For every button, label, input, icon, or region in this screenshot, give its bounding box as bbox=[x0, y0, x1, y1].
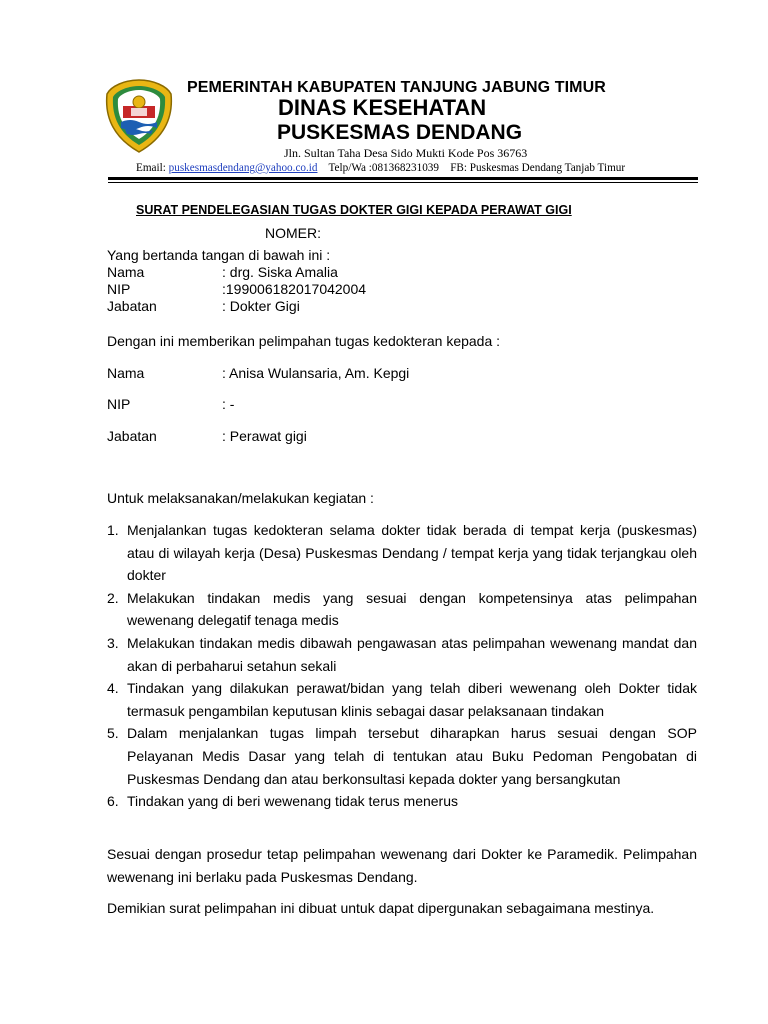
signer-nip-label: NIP bbox=[107, 281, 131, 297]
list-item-number: 3. bbox=[107, 634, 119, 651]
list-item bbox=[107, 677, 697, 722]
list-item-text: Melakukan tindakan medis dibawah pengawasan atas pelimpahan wewenang mandat dan akan di perbaharui setahun sekali bbox=[127, 634, 697, 674]
list-item-number: 2. bbox=[107, 589, 119, 606]
email-label: Email: bbox=[136, 162, 166, 174]
delegation-intro: Dengan ini memberikan pelimpahan tugas kedokteran kepada : bbox=[107, 333, 501, 349]
list-item bbox=[107, 722, 697, 790]
delegate-name-value: : Anisa Wulansaria, Am. Kepgi bbox=[222, 365, 410, 381]
signer-nip-value: :199006182017042004 bbox=[222, 281, 367, 297]
letterhead-rule-thin bbox=[108, 182, 698, 183]
delegate-nip-label: NIP bbox=[107, 396, 131, 412]
list-item-number: 5. bbox=[107, 725, 119, 742]
letter-number-label: NOMER: bbox=[265, 225, 321, 241]
tasks-list bbox=[107, 519, 697, 813]
signer-position-label: Jabatan bbox=[107, 298, 157, 314]
signer-name-label: Nama bbox=[107, 264, 145, 280]
list-item-text: Tindakan yang dilakukan perawat/bidan yang telah diberi wewenang oleh Dokter tidak termasuk pengambilan keputusan klinis sebagai dasar pelaksanaan tindakan bbox=[127, 680, 697, 719]
list-item bbox=[107, 587, 697, 632]
list-item bbox=[107, 790, 697, 813]
delegate-name-label: Nama bbox=[107, 365, 145, 381]
letterhead-address: Jln. Sultan Taha Desa Sido Mukti Kode Pos 36763 bbox=[284, 146, 528, 160]
signer-name-value: : drg. Siska Amalia bbox=[222, 264, 338, 280]
letterhead-puskesmas: PUSKESMAS DENDANG bbox=[277, 121, 523, 144]
letter-title: SURAT PENDELEGASIAN TUGAS DOKTER GIGI KEPADA PERAWAT GIGI bbox=[136, 203, 572, 217]
list-item-number: 1. bbox=[107, 522, 119, 538]
letterhead-contact bbox=[136, 162, 625, 174]
delegate-position-label: Jabatan bbox=[107, 428, 157, 444]
email-link[interactable]: puskesmasdendang@yahoo.co.id bbox=[168, 162, 318, 174]
letterhead-rule-thick bbox=[108, 177, 698, 180]
delegate-nip-value: : - bbox=[222, 396, 235, 412]
signer-position-value: : Dokter Gigi bbox=[222, 298, 300, 314]
letterhead-office: DINAS KESEHATAN bbox=[278, 95, 487, 120]
letterhead-government: PEMERINTAH KABUPATEN TANJUNG JABUNG TIMUR bbox=[187, 79, 606, 96]
intro-text: Yang bertanda tangan di bawah ini : bbox=[107, 247, 331, 263]
closing-paragraph-2: Demikian surat pelimpahan ini dibuat untuk dapat dipergunakan sebagaimana mestinya. bbox=[107, 900, 655, 916]
regency-emblem-logo bbox=[103, 78, 175, 154]
facebook-text: FB: Puskesmas Dendang Tanjab Timur bbox=[450, 162, 626, 174]
list-item-text: Dalam menjalankan tugas limpah tersebut diharapkan harus sesuai dengan SOP Pelayanan Medis Dasar yang telah di tentukan atau Buku Pedoman Pengobatan di Puskesmas Dendang dan atau berkonsultasi kepada dokter yang bersangkutan bbox=[127, 725, 697, 787]
list-item-text: Menjalankan tugas kedokteran selama dokter tidak berada di tempat kerja (puskesmas) atau di wilayah kerja (Desa) Puskesmas Dendang / tempat kerja yang tidak terjangkau oleh dokter bbox=[127, 522, 697, 584]
list-item bbox=[107, 632, 697, 677]
list-item-text: Melakukan tindakan medis yang sesuai dengan kompetensinya atas pelimpahan wewenang delegatif tenaga medis bbox=[127, 589, 697, 629]
tasks-intro: Untuk melaksanakan/melakukan kegiatan : bbox=[107, 490, 374, 506]
closing-paragraph-1: Sesuai dengan prosedur tetap pelimpahan wewenang dari Dokter ke Paramedik. Pelimpahan wewenang ini berlaku pada Puskesmas Dendang. bbox=[107, 846, 697, 885]
list-item-number: 4. bbox=[107, 680, 119, 697]
delegate-position-value: : Perawat gigi bbox=[222, 428, 307, 444]
list-item bbox=[107, 519, 697, 587]
list-item-number: 6. bbox=[107, 793, 119, 810]
list-item-text: Tindakan yang di beri wewenang tidak terus menerus bbox=[127, 793, 459, 810]
phone-text: Telp/Wa :081368231039 bbox=[328, 162, 439, 174]
